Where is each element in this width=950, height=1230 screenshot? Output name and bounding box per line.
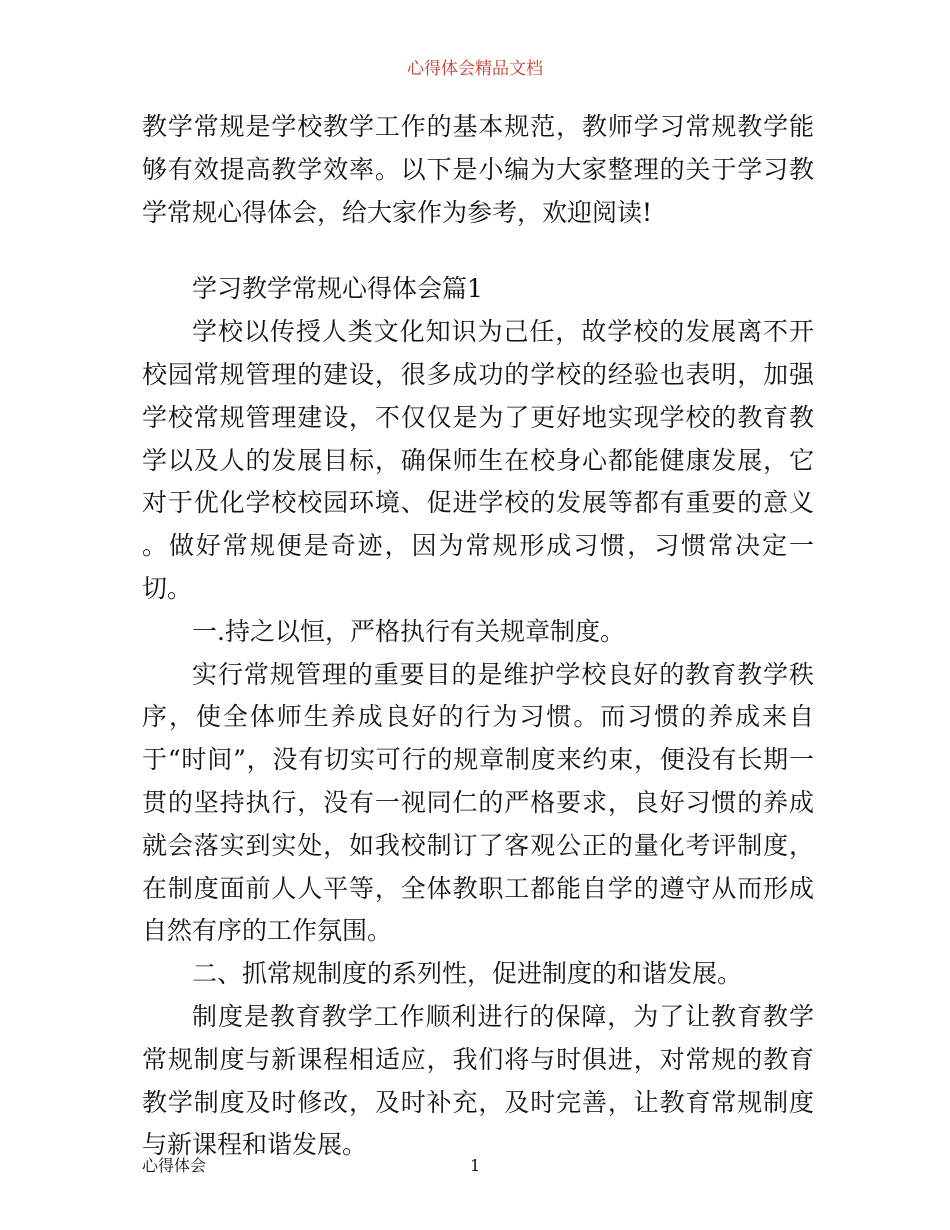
paragraph-2: 实行常规管理的重要目的是维护学校良好的教育教学秩序，使全体师生养成良好的行为习惯。而习惯的养成来自于“时间”，没有切实可行的规章制度来约束，便没有长期一贯的坚持执行，没有一视同仁的严格要求，良好习惯的养成就会落实到实处，如我校制订了客观公正的量化考评制度，在制度面前人人平等，全体教职工都能自学的遵守从而形成自然有序的工作氛围。 [142,659,814,946]
paragraph-1: 学校以传授人类文化知识为己任，故学校的发展离不开校园常规管理的建设，很多成功的学校的经验也表明，加强学校常规管理建设，不仅仅是为了更好地实现学校的教育教学以及人的发展目标，确保师生在校身心都能健康发展，它对于优化学校校园环境、促进学校的发展等都有重要的意义 。做好常规便是奇迹，因为常规形成习惯，习惯常决定一切。 [142,317,814,603]
page-header-title: 心得体会精品文档 [407,59,543,79]
section-title: 学习教学常规心得体会篇1 [192,274,483,304]
heading-2: 二、抓常规制度的系列性，促进制度的和谐发展。 [192,959,743,989]
paragraph-3: 制度是教育教学工作顺利进行的保障，为了让教育教学常规制度与新课程相适应，我们将与时俱进，对常规的教育教学制度及时修改，及时补充，及时完善，让教育常规制度与新课程和谐发展。 [142,1001,814,1160]
document-body [142,106,814,1167]
intro-paragraph: 教学常规是学校教学工作的基本规范，教师学习常规教学能够有效提高教学效率。以下是小编为大家整理的关于学习教学常规心得体会，给大家作为参考，欢迎阅读! [142,112,814,227]
paragraph-gap [142,234,814,268]
heading-1: 一.持之以恒，严格执行有关规章制度。 [192,616,625,646]
page-number: 1 [470,1156,481,1175]
footer-label: 心得体会 [142,1156,207,1175]
